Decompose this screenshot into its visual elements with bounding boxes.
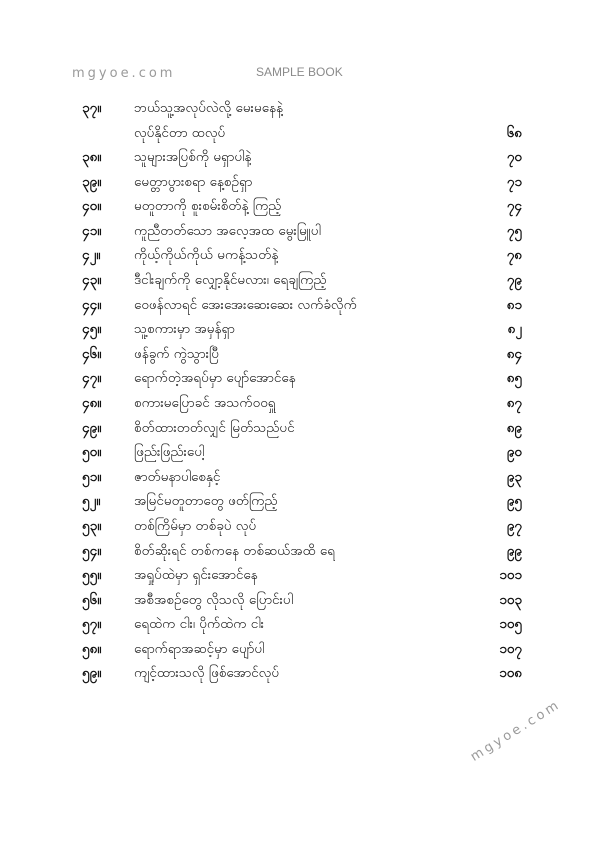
entry-title: အစီအစဉ်တွေ လိုသလို ပြောင်းပါ (134, 591, 293, 608)
entry-number: ၅၉။ (82, 665, 102, 682)
entry-page-number: ၈၂ (507, 321, 522, 338)
toc-entry (82, 293, 522, 318)
table-of-contents (82, 96, 522, 686)
entry-page-number: ၇၅ (506, 222, 522, 239)
entry-number: ၄၈။ (82, 394, 102, 411)
entry-number: ၅၆။ (82, 591, 102, 608)
entry-title: ရေထဲက ငါး၊ ပိုက်ထဲက ငါး (134, 616, 265, 633)
entry-number: ၄၂။ (82, 247, 101, 264)
entry-number: ၄၉။ (82, 419, 102, 436)
toc-entry (82, 661, 522, 686)
book-title: SAMPLE BOOK (256, 65, 343, 79)
entry-title: စိတ်ဆိုးရင် တစ်ကနေ တစ်ဆယ်အထိ ရေ (134, 542, 336, 559)
entry-title: ဇာတ်မနာပါစေနှင့် (134, 468, 221, 485)
entry-number: ၅၄။ (82, 542, 102, 559)
entry-page-number: ၇၁ (506, 173, 522, 190)
toc-entry (82, 539, 522, 564)
toc-entry (82, 317, 522, 342)
toc-entry (82, 219, 522, 244)
toc-entry (82, 588, 522, 613)
entry-title: ဝေဖန်လာရင် အေးအေးဆေးဆေး လက်ခံလိုက် (134, 296, 357, 313)
entry-page-number: ၁၀၁ (499, 567, 522, 584)
entry-title: သူ့စကားမှာ အမှန်ရှာ (134, 321, 235, 338)
entry-title: ကိုယ့်ကိုယ်ကိုယ် မကန့်သတ်နဲ့ (134, 247, 279, 264)
entry-number: ၄၅။ (82, 321, 102, 338)
entry-page-number: ၈၉ (506, 419, 522, 436)
entry-title: စကားမပြောခင် အသက်ဝဝရှူ (134, 394, 276, 411)
entry-number: ၅၁။ (82, 468, 102, 485)
entry-title: မေတ္တာပွားစရာ နေ့စဉ်ရှာ (134, 173, 253, 190)
entry-page-number: ၈၄ (506, 345, 522, 362)
entry-page-number: ၇၉ (506, 271, 522, 288)
entry-number: ၅၅။ (82, 567, 102, 584)
entry-page-number: ၉၃ (506, 468, 522, 485)
entry-number: ၅၃။ (82, 517, 102, 534)
entry-title: တစ်ကြိမ်မှာ တစ်ခုပဲ လုပ် (134, 517, 257, 534)
entry-number: ၅၈။ (82, 640, 102, 657)
entry-page-number: ၇၄ (506, 198, 522, 215)
toc-entry (82, 514, 522, 539)
entry-page-number: ၉၀ (506, 444, 522, 461)
entry-title: ဖြည်းဖြည်းပေါ့ (134, 444, 205, 461)
entry-title: စိတ်ထားတတ်လျှင် မြတ်သည်ပင် (134, 419, 295, 436)
entry-title: ရောက်တဲ့အရပ်မှာ ပျော်အောင်နေ (134, 370, 296, 387)
entry-page-number: ၁၀၃ (499, 591, 522, 608)
entry-page-number: ၇၈ (506, 247, 522, 264)
entry-page-number: ၁၀၈ (499, 665, 522, 682)
entry-title-continued: လုပ်နိုင်တာ ထလုပ် (134, 124, 226, 141)
entry-page-number: ၁၀၅ (499, 616, 522, 633)
entry-title: သူများအပြစ်ကို မရှာပါနဲ့ (134, 149, 252, 165)
entry-number: ၃၈။ (82, 149, 102, 165)
toc-entry (82, 637, 522, 662)
entry-title: ဘယ်သူ့အလုပ်လဲလို့ မေးမနေနဲ့ (134, 100, 283, 116)
entry-number: ၅၇။ (82, 616, 102, 633)
entry-title: အမြင်မတူတာတွေ ဖတ်ကြည့် (134, 493, 278, 510)
entry-number: ၄၄။ (82, 296, 102, 313)
entry-page-number: ၈၅ (506, 370, 522, 387)
entry-body (134, 96, 522, 145)
entry-title: ရောက်ရာအဆင့်မှာ ပျော်ပါ (134, 640, 265, 657)
toc-entry (82, 243, 522, 268)
entry-page-number: ၆၈ (506, 124, 522, 141)
entry-number: ၄၆။ (82, 345, 102, 362)
toc-entry (82, 96, 522, 145)
toc-entry (82, 170, 522, 195)
entry-title: ဒီငါးချက်ကို လျှော့နိုင်မလား၊ ရေချကြည့် (134, 271, 327, 288)
entry-title: အရှုပ်ထဲမှာ ရှင်းအောင်နေ (134, 567, 258, 584)
entry-title: မတူတာကို စူးစမ်းစိတ်နဲ့ ကြည့် (134, 198, 282, 215)
entry-title: ကူညီတတ်သော အလေ့အထ မွေးမြူပါ (134, 222, 321, 239)
entry-page-number: ၁၀၇ (499, 640, 522, 657)
toc-entry (82, 366, 522, 391)
entry-page-number: ၉၅ (506, 493, 522, 510)
toc-entry (82, 416, 522, 441)
toc-entry (82, 440, 522, 465)
toc-entry (82, 342, 522, 367)
entry-number: ၄၀။ (82, 198, 102, 215)
toc-entry (82, 268, 522, 293)
entry-number: ၄၃။ (82, 271, 102, 288)
toc-entry (82, 391, 522, 416)
entry-number: ၅၀။ (82, 444, 102, 461)
entry-page-number: ၉၉ (506, 542, 522, 559)
entry-title: ဖန်ခွက် ကွဲသွားပြီ (134, 345, 220, 362)
watermark-bottom: mgyoe.com (468, 697, 564, 765)
toc-entry (82, 563, 522, 588)
entry-title: ကျင့်ထားသလို ဖြစ်အောင်လုပ် (134, 665, 280, 682)
toc-entry (82, 489, 522, 514)
entry-number: ၄၇။ (82, 370, 102, 387)
toc-entry (82, 145, 522, 170)
toc-entry (82, 612, 522, 637)
entry-page-number: ၇၀ (506, 149, 522, 165)
watermark-top: mgyoe.com (72, 66, 176, 81)
entry-number: ၅၂။ (82, 493, 101, 510)
entry-page-number: ၈၇ (506, 394, 522, 411)
entry-page-number: ၉၇ (506, 517, 522, 534)
toc-entry (82, 465, 522, 490)
entry-number: ၃၉။ (82, 173, 102, 190)
entry-page-number: ၈၁ (506, 296, 522, 313)
entry-number: ၃၇။ (82, 100, 102, 116)
page-header (0, 62, 595, 84)
entry-number: ၄၁။ (82, 222, 102, 239)
toc-entry (82, 194, 522, 219)
